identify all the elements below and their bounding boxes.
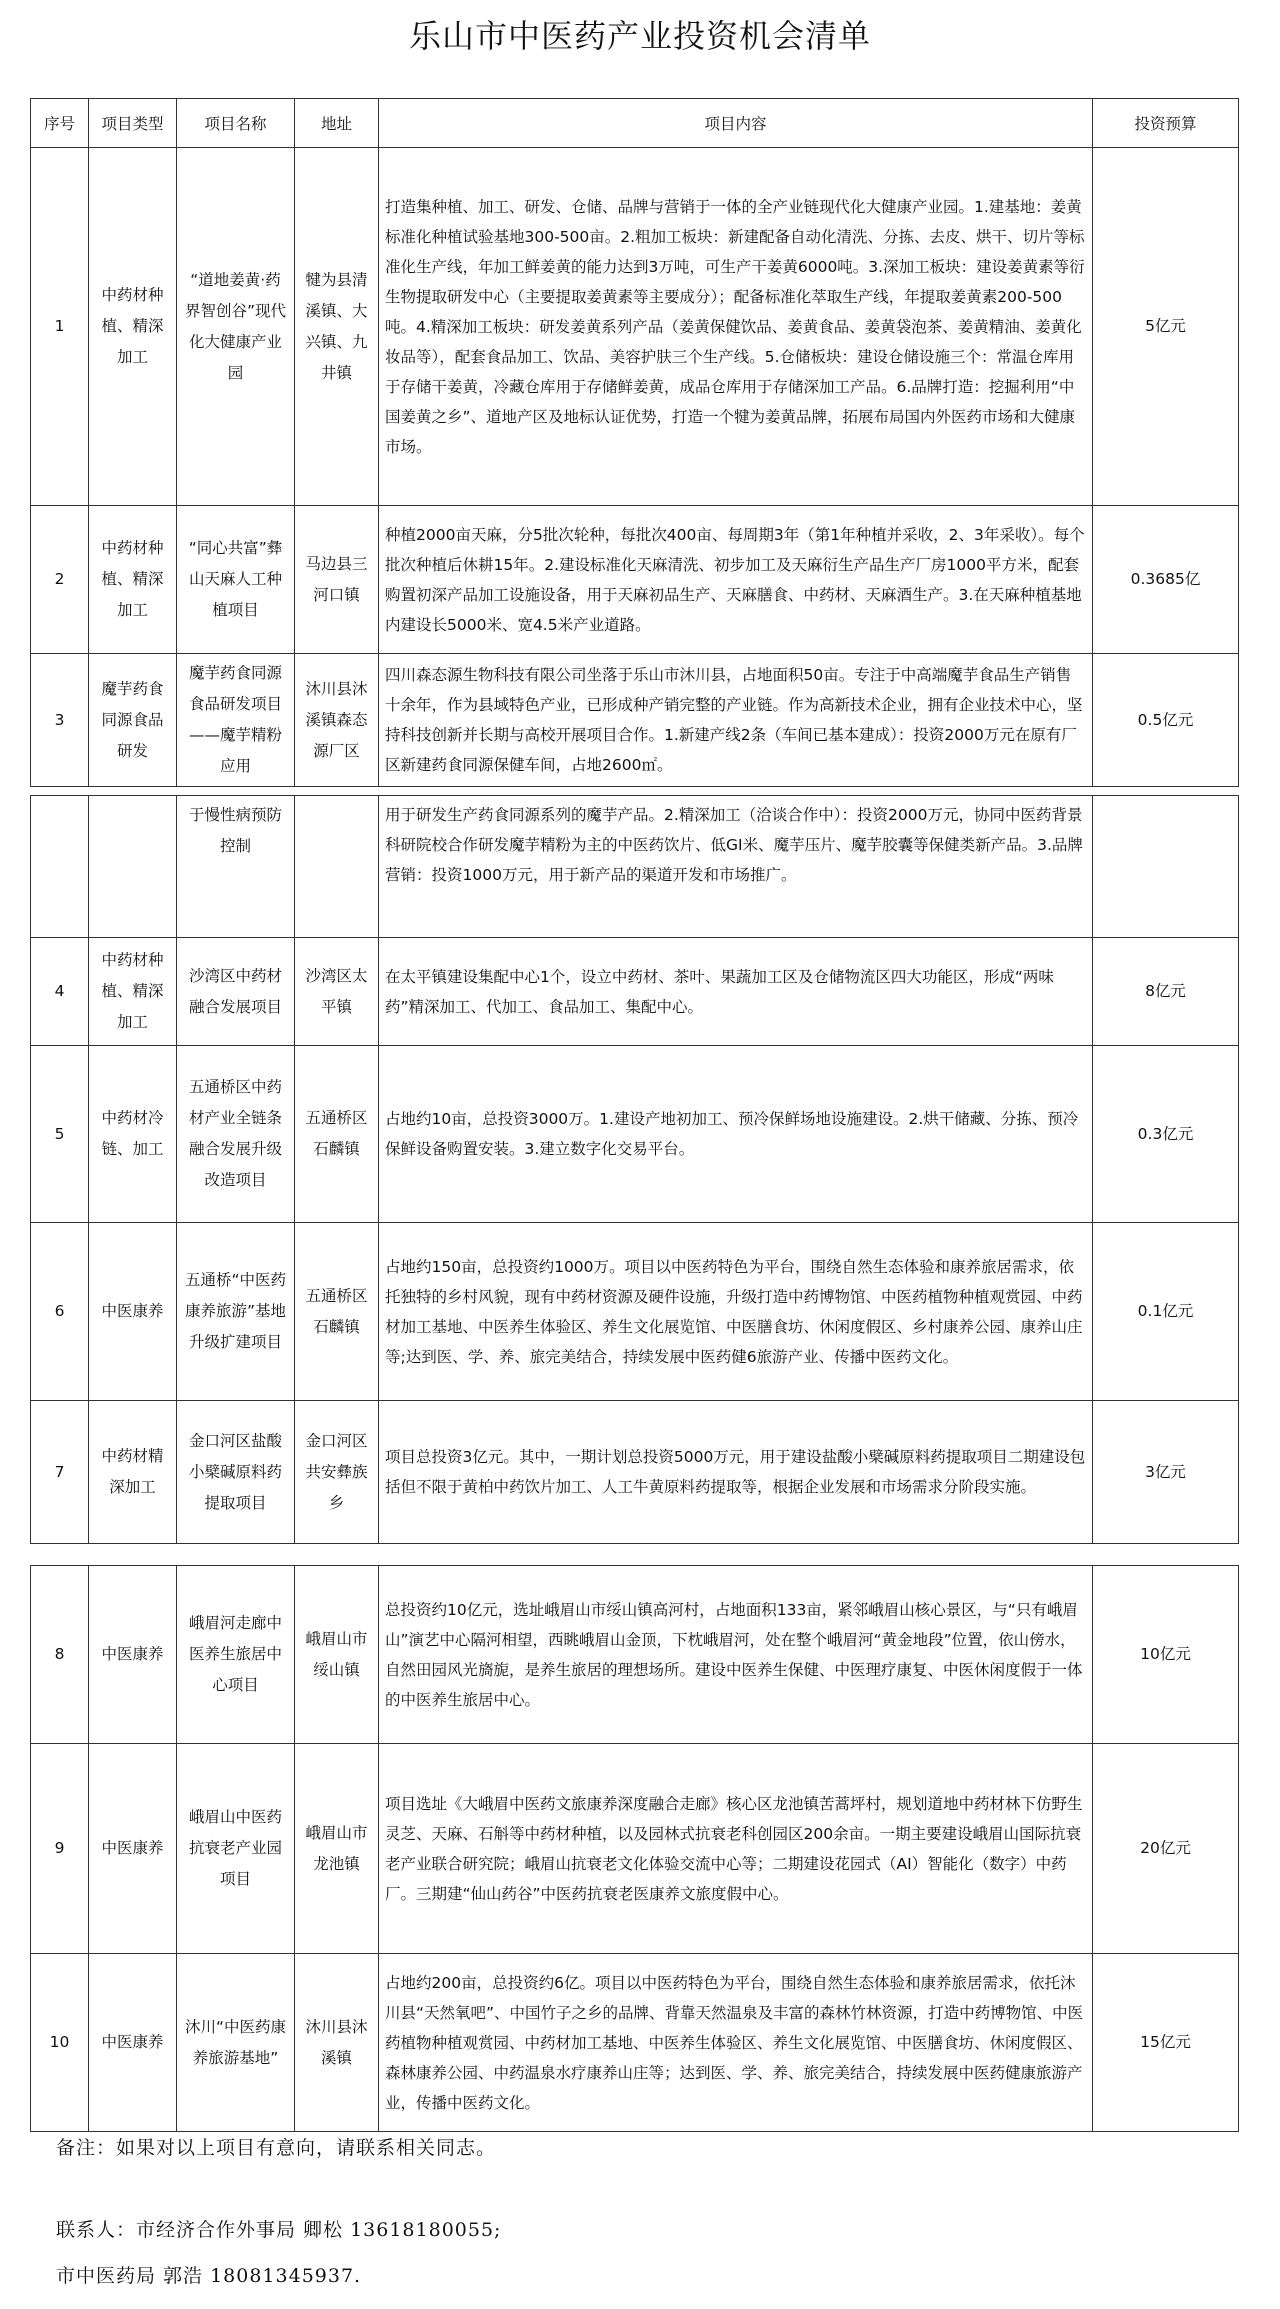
- row-content: 用于研发生产药食同源系列的魔芋产品。2.精深加工（洽谈合作中）：投资2000万元，协同中医药背景科研院校合作研发魔芋精粉为主的中医药饮片、低GI米、魔芋压片、魔芋胶囊等保健类新产品。3.品牌营销：投资1000万元，用于新产品的渠道开发和市场推广。: [379, 796, 1093, 938]
- row-content: 占地约200亩，总投资约6亿。项目以中医药特色为平台，围绕自然生态体验和康养旅居需求，依托沐川县“天然氧吧”、中国竹子之乡的品牌、背靠天然温泉及丰富的森林竹林资源，打造中药博物馆、中医药植物种植观赏园、中药材加工基地、中医养生体验区、养生文化展览馆、中医膳食坊、休闲度假区、森林康养公园、中药温泉水疗康养山庄等；达到医、学、养、旅完美结合，持续发展中医药健康旅游产业，传播中医药文化。: [379, 1954, 1093, 2132]
- row-address: 五通桥区石麟镇: [295, 1046, 379, 1223]
- row-content: 总投资约10亿元，选址峨眉山市绥山镇高河村，占地面积133亩，紧邻峨眉山核心景区，与“只有峨眉山”演艺中心隔河相望，西眺峨眉山金顶，下枕峨眉河，处在整个峨眉河“黄金地段”位置，依山傍水，自然田园风光旖旎，是养生旅居的理想场所。建设中医养生保健、中医理疗康复、中医休闲度假于一体的中医养生旅居中心。: [379, 1566, 1093, 1744]
- row-seq: 7: [31, 1401, 89, 1544]
- row-type: 中医康养: [89, 1223, 177, 1401]
- projects-table-part-2: [30, 795, 1239, 1544]
- row-name: 沙湾区中药材融合发展项目: [177, 938, 295, 1046]
- row-type: 中医康养: [89, 1954, 177, 2132]
- row-type: [89, 796, 177, 938]
- contact-line-2: 市中医药局 郭浩 18081345937.: [56, 2265, 362, 2287]
- row-content: 在太平镇建设集配中心1个，设立中药材、茶叶、果蔬加工区及仓储物流区四大功能区，形成“两味药”精深加工、代加工、食品加工、集配中心。: [379, 938, 1093, 1046]
- row-type: 中医康养: [89, 1566, 177, 1744]
- table-row: [31, 506, 1239, 654]
- table-row-continuation: [31, 796, 1239, 938]
- row-budget: 0.3亿元: [1093, 1046, 1239, 1223]
- row-budget: [1093, 796, 1239, 938]
- row-type: 中药材精深加工: [89, 1401, 177, 1544]
- row-seq: [31, 796, 89, 938]
- row-content: 四川森态源生物科技有限公司坐落于乐山市沐川县，占地面积50亩。专注于中高端魔芋食品生产销售十余年，作为县域特色产业，已形成种产销完整的产业链。作为高新技术企业，拥有企业技术中心，坚持科技创新并长期与高校开展项目合作。1.新建产线2条（车间已基本建成）：投资2000万元在原有厂区新建药食同源保健车间，占地2600㎡。: [379, 654, 1093, 787]
- row-budget: 3亿元: [1093, 1401, 1239, 1544]
- header-name: 项目名称: [177, 99, 295, 148]
- row-budget: 0.5亿元: [1093, 654, 1239, 787]
- row-budget: 15亿元: [1093, 1954, 1239, 2132]
- row-name: “同心共富”彝山天麻人工种植项目: [177, 506, 295, 654]
- row-type: 中药材种植、精深加工: [89, 938, 177, 1046]
- row-seq: 6: [31, 1223, 89, 1401]
- row-address: 金口河区共安彝族乡: [295, 1401, 379, 1544]
- row-address: 沙湾区太平镇: [295, 938, 379, 1046]
- header-budget: 投资预算: [1093, 99, 1239, 148]
- row-name: 五通桥区中药材产业全链条融合发展升级改造项目: [177, 1046, 295, 1223]
- row-address: 峨眉山市龙池镇: [295, 1744, 379, 1954]
- table-row: [31, 148, 1239, 506]
- remark-note: 备注：如果对以上项目有意向，请联系相关同志。: [56, 2137, 497, 2159]
- row-name: “道地姜黄·药界智创谷”现代化大健康产业园: [177, 148, 295, 506]
- header-seq: 序号: [31, 99, 89, 148]
- row-address: 沐川县沐溪镇森态源厂区: [295, 654, 379, 787]
- row-name: 峨眉山中医药抗衰老产业园项目: [177, 1744, 295, 1954]
- row-seq: 8: [31, 1566, 89, 1744]
- row-address: [295, 796, 379, 938]
- row-budget: 0.1亿元: [1093, 1223, 1239, 1401]
- row-content: 打造集种植、加工、研发、仓储、品牌与营销于一体的全产业链现代化大健康产业园。1.建基地：姜黄标准化种植试验基地300-500亩。2.粗加工板块：新建配备自动化清洗、分拣、去皮、烘干、切片等标准化生产线，年加工鲜姜黄的能力达到3万吨，可生产干姜黄6000吨。3.深加工板块：建设姜黄素等衍生物提取研发中心（主要提取姜黄素等主要成分）；配备标准化萃取生产线，年提取姜黄素200-500吨。4.精深加工板块：研发姜黄系列产品（姜黄保健饮品、姜黄食品、姜黄袋泡茶、姜黄精油、姜黄化妆品等），配套食品加工、饮品、美容护肤三个生产线。5.仓储板块：建设仓储设施三个：常温仓库用于存储干姜黄，冷藏仓库用于存储鲜姜黄，成品仓库用于存储深加工产品。6.品牌打造：挖掘利用“中国姜黄之乡”、道地产区及地标认证优势，打造一个犍为姜黄品牌，拓展布局国内外医药市场和大健康市场。: [379, 148, 1093, 506]
- row-seq: 9: [31, 1744, 89, 1954]
- row-budget: 8亿元: [1093, 938, 1239, 1046]
- row-content: 种植2000亩天麻，分5批次轮种，每批次400亩、每周期3年（第1年种植并采收，2、3年采收）。每个批次种植后休耕15年。2.建设标准化天麻清洗、初步加工及天麻衍生产品生产厂房1000平方米，配套购置初深产品加工设施设备，用于天麻初品生产、天麻膳食、中药材、天麻酒生产。3.在天麻种植基地内建设长5000米、宽4.5米产业道路。: [379, 506, 1093, 654]
- table-header-row: [31, 99, 1239, 148]
- table-row: [31, 1401, 1239, 1544]
- row-seq: 4: [31, 938, 89, 1046]
- table-row: [31, 938, 1239, 1046]
- row-name: 金口河区盐酸小檗碱原料药提取项目: [177, 1401, 295, 1544]
- row-address: 犍为县清溪镇、大兴镇、九井镇: [295, 148, 379, 506]
- row-budget: 20亿元: [1093, 1744, 1239, 1954]
- row-type: 中药材种植、精深加工: [89, 148, 177, 506]
- row-type: 中医康养: [89, 1744, 177, 1954]
- row-type: 中药材种植、精深加工: [89, 506, 177, 654]
- table-row: [31, 1744, 1239, 1954]
- row-seq: 5: [31, 1046, 89, 1223]
- row-name: 于慢性病预防控制: [177, 796, 295, 938]
- page-title: 乐山市中医药产业投资机会清单: [408, 17, 871, 55]
- row-type: 魔芋药食同源食品研发: [89, 654, 177, 787]
- row-address: 沐川县沐溪镇: [295, 1954, 379, 2132]
- row-budget: 0.3685亿: [1093, 506, 1239, 654]
- projects-table-part-3: [30, 1565, 1239, 2132]
- table-row: [31, 1046, 1239, 1223]
- row-name: 五通桥“中医药康养旅游”基地升级扩建项目: [177, 1223, 295, 1401]
- header-type: 项目类型: [89, 99, 177, 148]
- row-seq: 1: [31, 148, 89, 506]
- row-budget: 5亿元: [1093, 148, 1239, 506]
- table-row: [31, 1954, 1239, 2132]
- row-content: 项目选址《大峨眉中医药文旅康养深度融合走廊》核心区龙池镇苦蒿坪村，规划道地中药材林下仿野生灵芝、天麻、石斛等中药材种植，以及园林式抗衰老科创园区200余亩。一期主要建设峨眉山国际抗衰老产业联合研究院；峨眉山抗衰老文化体验交流中心等；二期建设花园式（AI）智能化（数字）中药厂。三期建“仙山药谷”中医药抗衰老医康养文旅度假中心。: [379, 1744, 1093, 1954]
- row-type: 中药材冷链、加工: [89, 1046, 177, 1223]
- row-name: 峨眉河走廊中医养生旅居中心项目: [177, 1566, 295, 1744]
- row-address: 马边县三河口镇: [295, 506, 379, 654]
- contact-line-1: 联系人：市经济合作外事局 卿松 13618180055;: [56, 2219, 502, 2241]
- row-address: 峨眉山市绥山镇: [295, 1566, 379, 1744]
- row-address: 五通桥区石麟镇: [295, 1223, 379, 1401]
- row-seq: 2: [31, 506, 89, 654]
- table-row: [31, 1223, 1239, 1401]
- row-seq: 3: [31, 654, 89, 787]
- row-content: 占地约150亩，总投资约1000万。项目以中医药特色为平台，围绕自然生态体验和康养旅居需求，依托独特的乡村风貌，现有中药材资源及硬件设施，升级打造中药博物馆、中医药植物种植观赏园、中药材加工基地、中医养生体验区、养生文化展览馆、中医膳食坊、休闲度假区、乡村康养公园、康养山庄等;达到医、学、养、旅完美结合，持续发展中医药健6旅游产业、传播中医药文化。: [379, 1223, 1093, 1401]
- row-content: 占地约10亩，总投资3000万。1.建设产地初加工、预冷保鲜场地设施建设。2.烘干储藏、分拣、预冷保鲜设备购置安装。3.建立数字化交易平台。: [379, 1046, 1093, 1223]
- row-name: 魔芋药食同源食品研发项目——魔芋精粉应用: [177, 654, 295, 787]
- table-row: [31, 654, 1239, 787]
- header-address: 地址: [295, 99, 379, 148]
- header-content: 项目内容: [379, 99, 1093, 148]
- row-seq: 10: [31, 1954, 89, 2132]
- projects-table-part-1: [30, 98, 1239, 787]
- row-name: 沐川“中医药康养旅游基地”: [177, 1954, 295, 2132]
- table-row: [31, 1566, 1239, 1744]
- row-content: 项目总投资3亿元。其中，一期计划总投资5000万元，用于建设盐酸小檗碱原料药提取项目二期建设包括但不限于黄柏中药饮片加工、人工牛黄原料药提取等，根据企业发展和市场需求分阶段实施。: [379, 1401, 1093, 1544]
- row-budget: 10亿元: [1093, 1566, 1239, 1744]
